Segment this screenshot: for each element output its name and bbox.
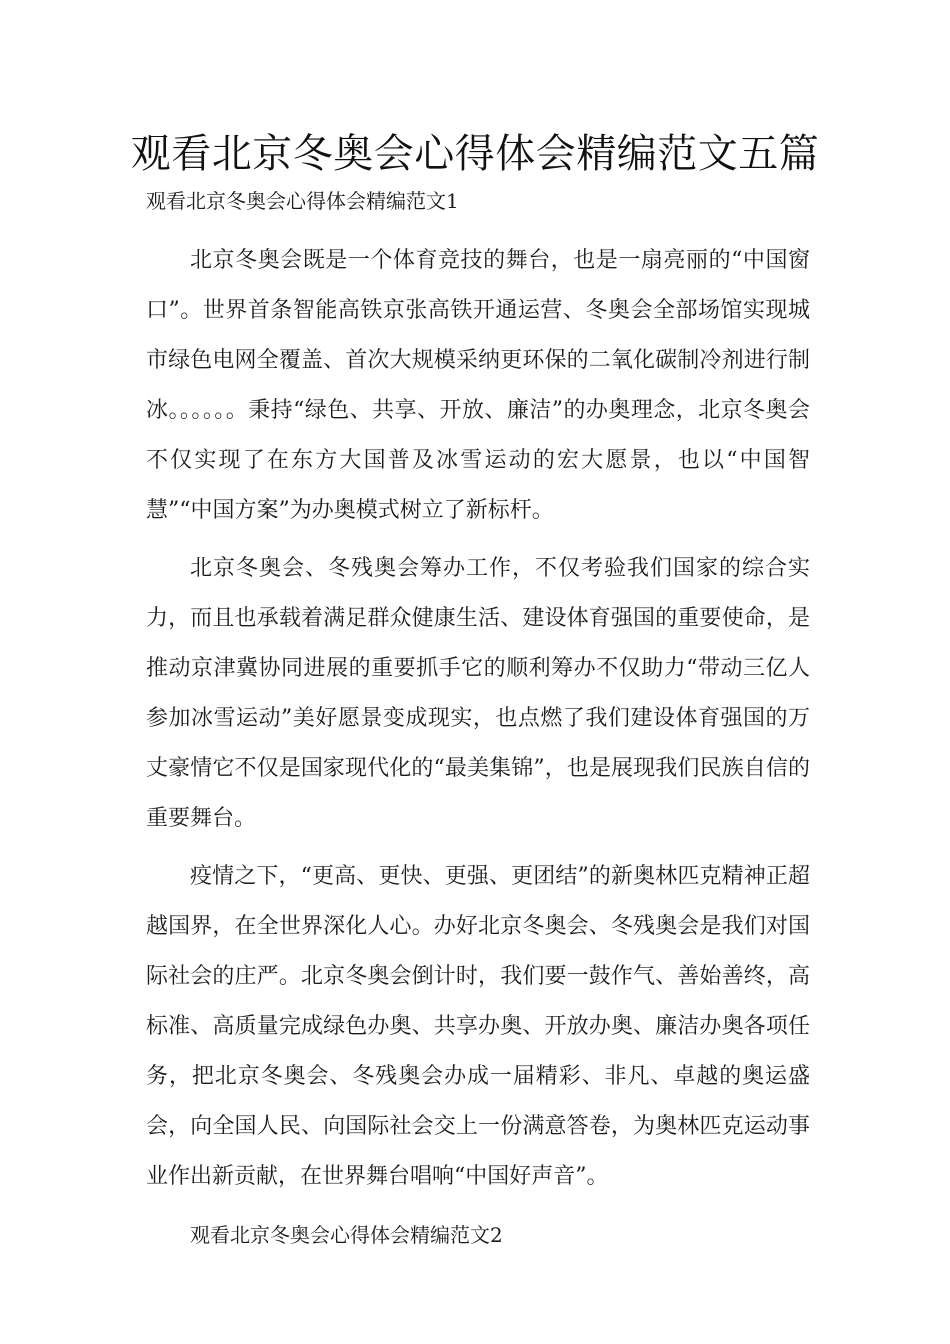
paragraph-3: 疫情之下，“更高、更快、更强、更团结”的新奥林匹克精神正超越国界，在全世界深化人心。办好北京冬奥会、冬残奥会是我们对国际社会的庄严。北京冬奥会倒计时，我们要一鼓作气、善始善终，高标准、高质量完成绿色办奥、共享办奥、开放办奥、廉洁办奥各项任务，把北京冬奥会、冬残奥会办成一届精彩、非凡、卓越的奥运盛会，向全国人民、向国际社会交上一份满意答卷，为奥林匹克运动事业作出新贡献，在世界舞台唱响“中国好声音”。 — [146, 864, 810, 1189]
paragraph-2: 北京冬奥会、冬残奥会筹办工作，不仅考验我们国家的综合实力，而且也承载着满足群众健康生活、建设体育强国的重要使命，是推动京津冀协同进展的重要抓手它的顺利筹办不仅助力“带动三亿人参加冰雪运动”美好愿景变成现实，也点燃了我们建设体育强国的万丈豪情它不仅是国家现代化的“最美集锦”，也是展现我们民族自信的重要舞台。 — [146, 556, 810, 831]
section-heading-1: 观看北京冬奥会心得体会精编范文1 — [146, 189, 459, 213]
paragraph-1: 北京冬奥会既是一个体育竞技的舞台，也是一扇亮丽的“中国窗口”。世界首条智能高铁京张高铁开通运营、冬奥会全部场馆实现城市绿色电网全覆盖、首次大规模采纳更环保的二氧化碳制冷剂进行制冰。。。。。。秉持“绿色、共享、开放、廉洁”的办奥理念，北京冬奥会不仅实现了在东方大国普及冰雪运动的宏大愿景，也以“中国智慧”“中国方案”为办奥模式树立了新标杆。 — [146, 248, 810, 523]
section-heading-2: 观看北京冬奥会心得体会精编范文2 — [190, 1223, 503, 1247]
document-title: 观看北京冬奥会心得体会精编范文五篇 — [130, 131, 820, 177]
document-body — [146, 236, 810, 1250]
